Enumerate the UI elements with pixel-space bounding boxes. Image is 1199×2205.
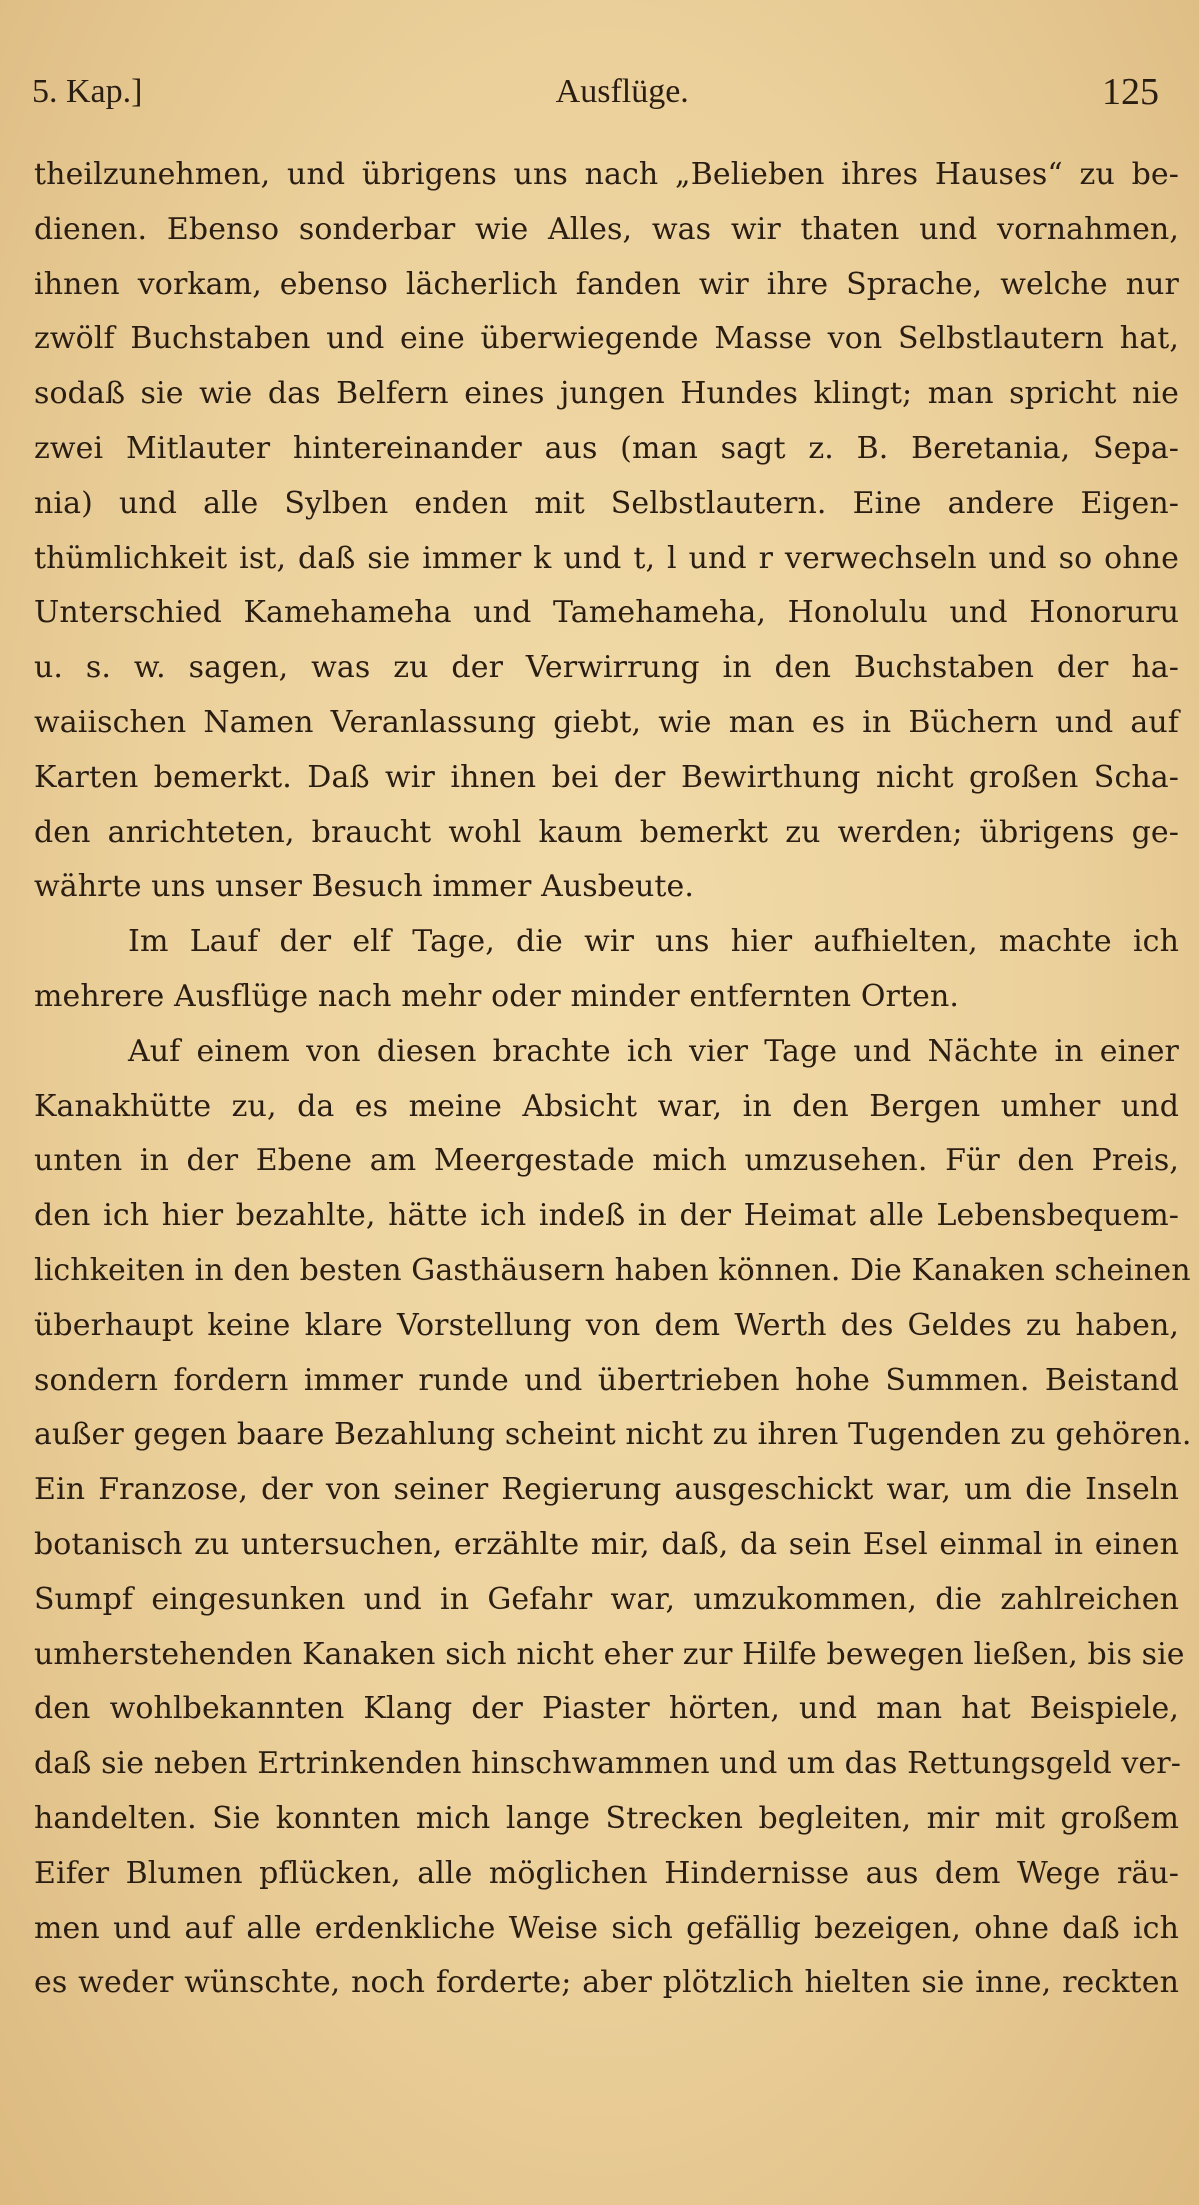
text-line: sodaß sie wie das Belfern eines jungen Hundes klingt; man spricht nie <box>34 376 1179 412</box>
text-line: außer gegen baare Bezahlung scheint nicht zu ihren Tugenden zu gehören. <box>34 1417 1192 1453</box>
text-line: handelten. Sie konnten mich lange Strecken begleiten, mir mit großem <box>34 1800 1179 1836</box>
text-line: Ein Franzose, der von seiner Regierung ausgeschickt war, um die Inseln <box>34 1472 1179 1508</box>
running-header <box>32 62 1159 122</box>
text-line: überhaupt keine klare Vorstellung von dem Werth des Geldes zu haben, <box>34 1307 1179 1343</box>
text-line: sondern fordern immer runde und übertrieben hohe Summen. Beistand <box>34 1362 1179 1398</box>
running-title: Ausflüge. <box>555 73 689 110</box>
text-line: Im Lauf der elf Tage, die wir uns hier aufhielten, machte ich <box>128 924 1179 960</box>
text-line: ihnen vorkam, ebenso lächerlich fanden wir ihre Sprache, welche nur <box>34 266 1179 302</box>
text-line: nia) und alle Sylben enden mit Selbstlautern. Eine andere Eigen- <box>34 485 1179 521</box>
text-line: men und auf alle erdenkliche Weise sich gefällig bezeigen, ohne daß ich <box>34 1910 1179 1946</box>
text-line: den anrichteten, braucht wohl kaum bemerkt zu werden; übrigens ge- <box>34 814 1179 850</box>
text-line: thümlichkeit ist, daß sie immer k und t, l und r verwechseln und so ohne <box>34 540 1179 576</box>
text-line: Auf einem von diesen brachte ich vier Tage und Nächte in einer <box>128 1033 1179 1069</box>
text-line: theilzunehmen, und übrigens uns nach „Belieben ihres Hauses“ zu be- <box>34 157 1179 192</box>
text-line: zwei Mitlauter hintereinander aus (man sagt z. B. Beretania, Sepa- <box>34 430 1179 466</box>
text-line: den wohlbekannten Klang der Piaster hörten, und man hat Beispiele, <box>34 1691 1179 1727</box>
chapter-label: 5. Kap.] <box>32 73 143 110</box>
text-line: Sumpf eingesunken und in Gefahr war, umzukommen, die zahlreichen <box>34 1581 1179 1617</box>
text-line: Unterschied Kamehameha und Tamehameha, Honolulu und Honoruru <box>34 595 1179 631</box>
text-line: daß sie neben Ertrinkenden hinschwammen und um das Rettungsgeld ver- <box>34 1746 1181 1782</box>
text-line: den ich hier bezahlte, hätte ich indeß in der Heimat alle Lebensbequem- <box>34 1198 1179 1234</box>
body-text <box>34 148 1192 2011</box>
text-line: Eifer Blumen pflücken, alle möglichen Hindernisse aus dem Wege räu- <box>34 1855 1179 1891</box>
text-line: unten in der Ebene am Meergestade mich umzusehen. Für den Preis, <box>34 1143 1179 1179</box>
page-number: 125 <box>1102 71 1159 113</box>
text-line: Kanakhütte zu, da es meine Absicht war, in den Bergen umher und <box>34 1088 1179 1124</box>
text-line: u. s. w. sagen, was zu der Verwirrung in den Buchstaben der ha- <box>34 650 1179 686</box>
text-line: umherstehenden Kanaken sich nicht eher zur Hilfe bewegen ließen, bis sie <box>34 1636 1185 1672</box>
text-line: waiischen Namen Veranlassung giebt, wie man es in Büchern und auf <box>34 704 1179 740</box>
text-line: mehrere Ausflüge nach mehr oder minder entfernten Orten. <box>34 978 960 1014</box>
text-line: botanisch zu untersuchen, erzählte mir, daß, da sein Esel einmal in einen <box>34 1526 1179 1562</box>
text-line: es weder wünschte, noch forderte; aber plötzlich hielten sie inne, reckten <box>34 1965 1179 2001</box>
text-line: währte uns unser Besuch immer Ausbeute. <box>34 869 695 905</box>
text-line: Karten bemerkt. Daß wir ihnen bei der Bewirthung nicht großen Scha- <box>34 759 1179 795</box>
text-line: lichkeiten in den besten Gasthäusern haben können. Die Kanaken scheinen <box>34 1252 1191 1288</box>
text-line: dienen. Ebenso sonderbar wie Alles, was wir thaten und vornahmen, <box>34 211 1179 247</box>
text-line: zwölf Buchstaben und eine überwiegende Masse von Selbstlautern hat, <box>34 321 1179 357</box>
